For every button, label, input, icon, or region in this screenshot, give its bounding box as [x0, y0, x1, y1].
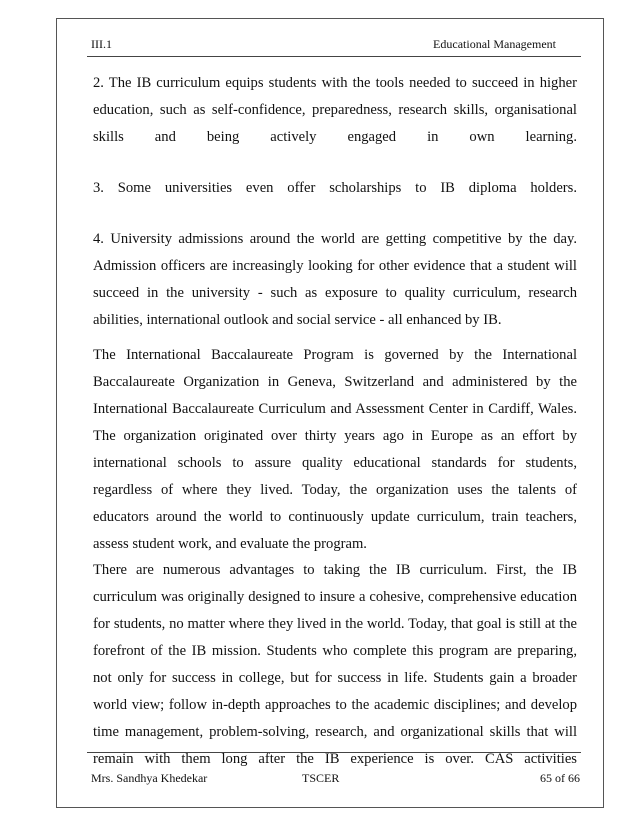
paragraph-ib-skills: 2. The IB curriculum equips students with the tools needed to succeed in higher education, such as self-confidence, preparedness, research skills, organisational skills and being actively engaged in own learning. [93, 75, 577, 145]
header-rule [87, 56, 581, 57]
header-section: III.1 [91, 37, 112, 51]
paragraph-scholarships: 3. Some universities even offer scholarships to IB diploma holders. [93, 180, 577, 196]
page-number: 65 of 66 [540, 771, 580, 785]
paragraph-ib-governance: The International Baccalaureate Program is governed by the International Baccalaureate Organization in Geneva, Switzerland and administered by the International Baccalaureate Curriculum and Assessment Center in Cardiff, Wales. The organization originated over thirty years ago in Europe as an effort by international schools to assure quality educational standards for students, regardless of where they lived. Today, the organization uses the talents of educators around the world to continuously update curriculum, train teachers, assess student work, and evaluate the program. [93, 347, 577, 552]
header-subject: Educational Management [433, 37, 556, 51]
footer-rule [87, 752, 581, 753]
footer-author: Mrs. Sandhya Khedekar [91, 771, 208, 785]
paragraph-ib-advantages: There are numerous advantages to taking the IB curriculum. First, the IB curriculum was originally designed to insure a cohesive, comprehensive education for students, no matter where they lived in the world. Today, that goal is still at the forefront of the IB mission. Students who complete this program are preparing, not only for success in college, but for success in life. Students gain a broader world view; follow in-depth approaches to the academic disciplines; and develop time management, problem-solving, research, and organizational skills that will remain with them long after the IB experience is over. CAS activities [93, 562, 577, 767]
footer-institution: TSCER [302, 771, 340, 785]
paragraph-university-admissions: 4. University admissions around the world are getting competitive by the day. Admission officers are increasingly looking for other evidence that a student will succeed in the university - such as exposure to quality curriculum, research abilities, international outlook and social service - all enhanced by IB. [93, 231, 577, 328]
